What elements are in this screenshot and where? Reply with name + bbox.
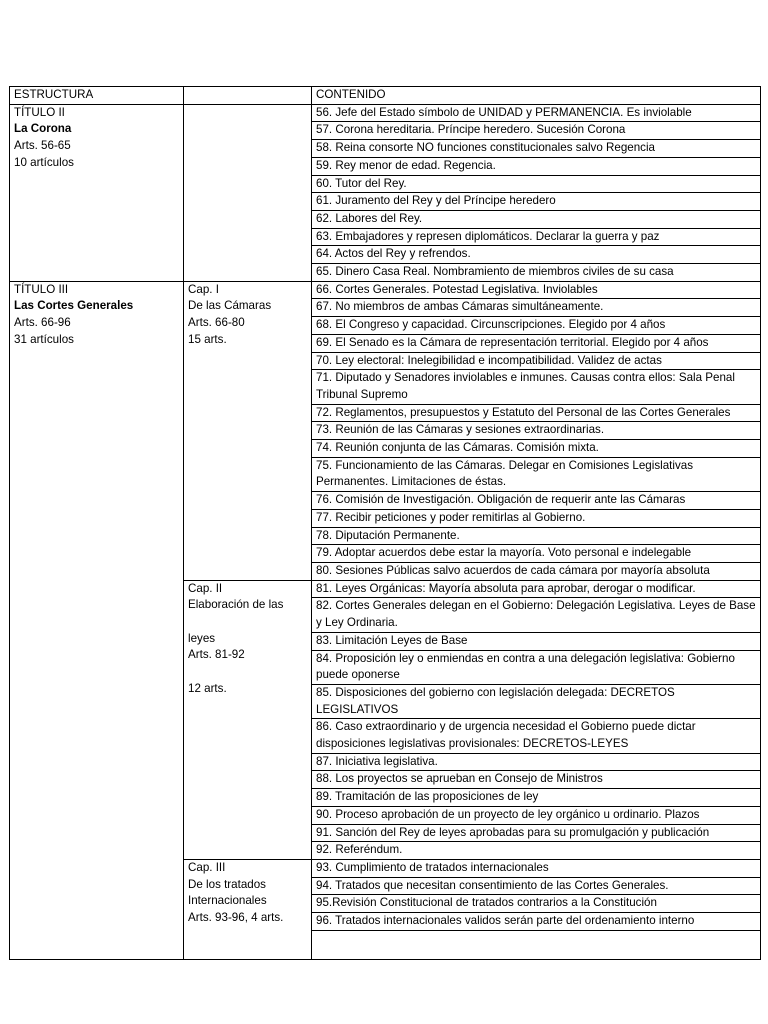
article-entry: 72. Reglamentos, presupuestos y Estatuto del Personal de las Cortes Generales [312, 404, 761, 422]
cell-line: La Corona [14, 122, 72, 136]
cell-line: Arts. 93-96, 4 arts. [188, 911, 284, 925]
article-entry: 95.Revisión Constitucional de tratados contrarios a la Constitución [312, 895, 761, 913]
table-row [10, 104, 761, 122]
article-entry: 56. Jefe del Estado símbolo de UNIDAD y PERMANENCIA. Es inviolable [312, 104, 761, 122]
article-entry: 77. Recibir peticiones y poder remitirlas al Gobierno. [312, 509, 761, 527]
article-entry: 89. Tramitación de las proposiciones de ley [312, 789, 761, 807]
cell-line: 10 artículos [14, 155, 74, 169]
table-row [10, 281, 761, 299]
article-entry: 81. Leyes Orgánicas: Mayoría absoluta para aprobar, derogar o modificar. [312, 580, 761, 598]
cell-line [188, 614, 307, 631]
article-entry: 75. Funcionamiento de las Cámaras. Delegar en Comisiones Legislativas Permanentes. Limitaciones de éstas. [312, 457, 761, 491]
article-entry: 57. Corona hereditaria. Príncipe heredero. Sucesión Corona [312, 122, 761, 140]
article-entry: 85. Disposiciones del gobierno con legislación delegada: DECRETOS LEGISLATIVOS [312, 684, 761, 718]
article-entry: 69. El Senado es la Cámara de representación territorial. Elegido por 4 años [312, 334, 761, 352]
article-entry: 65. Dinero Casa Real. Nombramiento de miembros civiles de su casa [312, 264, 761, 282]
table-header-row [10, 87, 761, 105]
cell-line [188, 664, 307, 681]
article-entry: 86. Caso extraordinario y de urgencia necesidad el Gobierno puede dictar disposiciones legislativas provisionales: DECRETOS-LEYES [312, 719, 761, 753]
article-entry: 92. Referéndum. [312, 842, 761, 860]
cell-line: TÍTULO II [14, 105, 65, 119]
article-entry: 90. Proceso aprobación de un proyecto de ley orgánico u ordinario. Plazos [312, 806, 761, 824]
article-entry: 78. Diputación Permanente. [312, 527, 761, 545]
article-entry: 76. Comisión de Investigación. Obligación de requerir ante las Cámaras [312, 492, 761, 510]
empty-content-cell [312, 930, 761, 959]
cell-line: 15 arts. [188, 332, 227, 346]
article-entry: 66. Cortes Generales. Potestad Legislativa. Inviolables [312, 281, 761, 299]
article-entry: 60. Tutor del Rey. [312, 175, 761, 193]
cell-line: Internacionales [188, 894, 267, 908]
cell-line: Elaboración de las [188, 598, 284, 612]
article-entry: 62. Labores del Rey. [312, 210, 761, 228]
header-estructura: ESTRUCTURA [10, 87, 184, 105]
cell-line: Arts. 81-92 [188, 648, 245, 662]
article-entry: 58. Reina consorte NO funciones constitucionales salvo Regencia [312, 140, 761, 158]
cell-line: De los tratados [188, 877, 266, 891]
article-entry: 96. Tratados internacionales validos serán parte del ordenamiento interno [312, 913, 761, 931]
article-entry: 61. Juramento del Rey y del Príncipe heredero [312, 193, 761, 211]
titulo-iii-cell [10, 281, 184, 959]
cell-line: Cap. I [188, 282, 219, 296]
cell-line: leyes [188, 631, 216, 645]
article-entry: 83. Limitación Leyes de Base [312, 632, 761, 650]
cell-line: Arts. 56-65 [14, 139, 71, 153]
article-entry: 64. Actos del Rey y refrendos. [312, 246, 761, 264]
article-entry: 74. Reunión conjunta de las Cámaras. Comisión mixta. [312, 440, 761, 458]
article-entry: 88. Los proyectos se aprueban en Consejo de Ministros [312, 771, 761, 789]
chapter-cell-cap3 [184, 859, 312, 959]
article-entry: 87. Iniciativa legislativa. [312, 753, 761, 771]
chapter-cell-cap2 [184, 580, 312, 859]
cell-line: Las Cortes Generales [14, 299, 134, 313]
article-entry: 59. Rey menor de edad. Regencia. [312, 157, 761, 175]
article-entry: 94. Tratados que necesitan consentimiento de las Cortes Generales. [312, 877, 761, 895]
cell-line: 12 arts. [188, 681, 227, 695]
titulo-ii-cell [10, 104, 184, 281]
header-contenido: CONTENIDO [312, 87, 761, 105]
article-entry: 70. Ley electoral: Inelegibilidad e incompatibilidad. Validez de actas [312, 352, 761, 370]
cell-line: Cap. III [188, 860, 226, 874]
structure-table [9, 86, 761, 960]
cell-line: Cap. II [188, 581, 223, 595]
cell-line: TÍTULO III [14, 282, 69, 296]
article-entry: 68. El Congreso y capacidad. Circunscripciones. Elegido por 4 años [312, 317, 761, 335]
article-entry: 67. No miembros de ambas Cámaras simultáneamente. [312, 299, 761, 317]
cell-line: Arts. 66-96 [14, 316, 71, 330]
cell-line: Arts. 66-80 [188, 316, 245, 330]
article-entry: 73. Reunión de las Cámaras y sesiones extraordinarias. [312, 422, 761, 440]
article-entry: 80. Sesiones Públicas salvo acuerdos de cada cámara por mayoría absoluta [312, 562, 761, 580]
article-entry: 71. Diputado y Senadores inviolables e inmunes. Causas contra ellos: Sala Penal Tribunal Supremo [312, 370, 761, 404]
article-entry: 82. Cortes Generales delegan en el Gobierno: Delegación Legislativa. Leyes de Base y Ley Ordinaria. [312, 598, 761, 632]
titulo-ii-chapter-cell [184, 104, 312, 281]
cell-line: 31 artículos [14, 332, 74, 346]
article-entry: 63. Embajadores y represen diplomáticos. Declarar la guerra y paz [312, 228, 761, 246]
header-capitulo [184, 87, 312, 105]
article-entry: 91. Sanción del Rey de leyes aprobadas para su promulgación y publicación [312, 824, 761, 842]
article-entry: 84. Proposición ley o enmiendas en contra a una delegación legislativa: Gobierno puede oponerse [312, 650, 761, 684]
chapter-cell-cap1 [184, 281, 312, 580]
table-body [10, 87, 761, 960]
cell-line: De las Cámaras [188, 299, 272, 313]
article-entry: 79. Adoptar acuerdos debe estar la mayoría. Voto personal e indelegable [312, 545, 761, 563]
article-entry: 93. Cumplimiento de tratados internacionales [312, 859, 761, 877]
